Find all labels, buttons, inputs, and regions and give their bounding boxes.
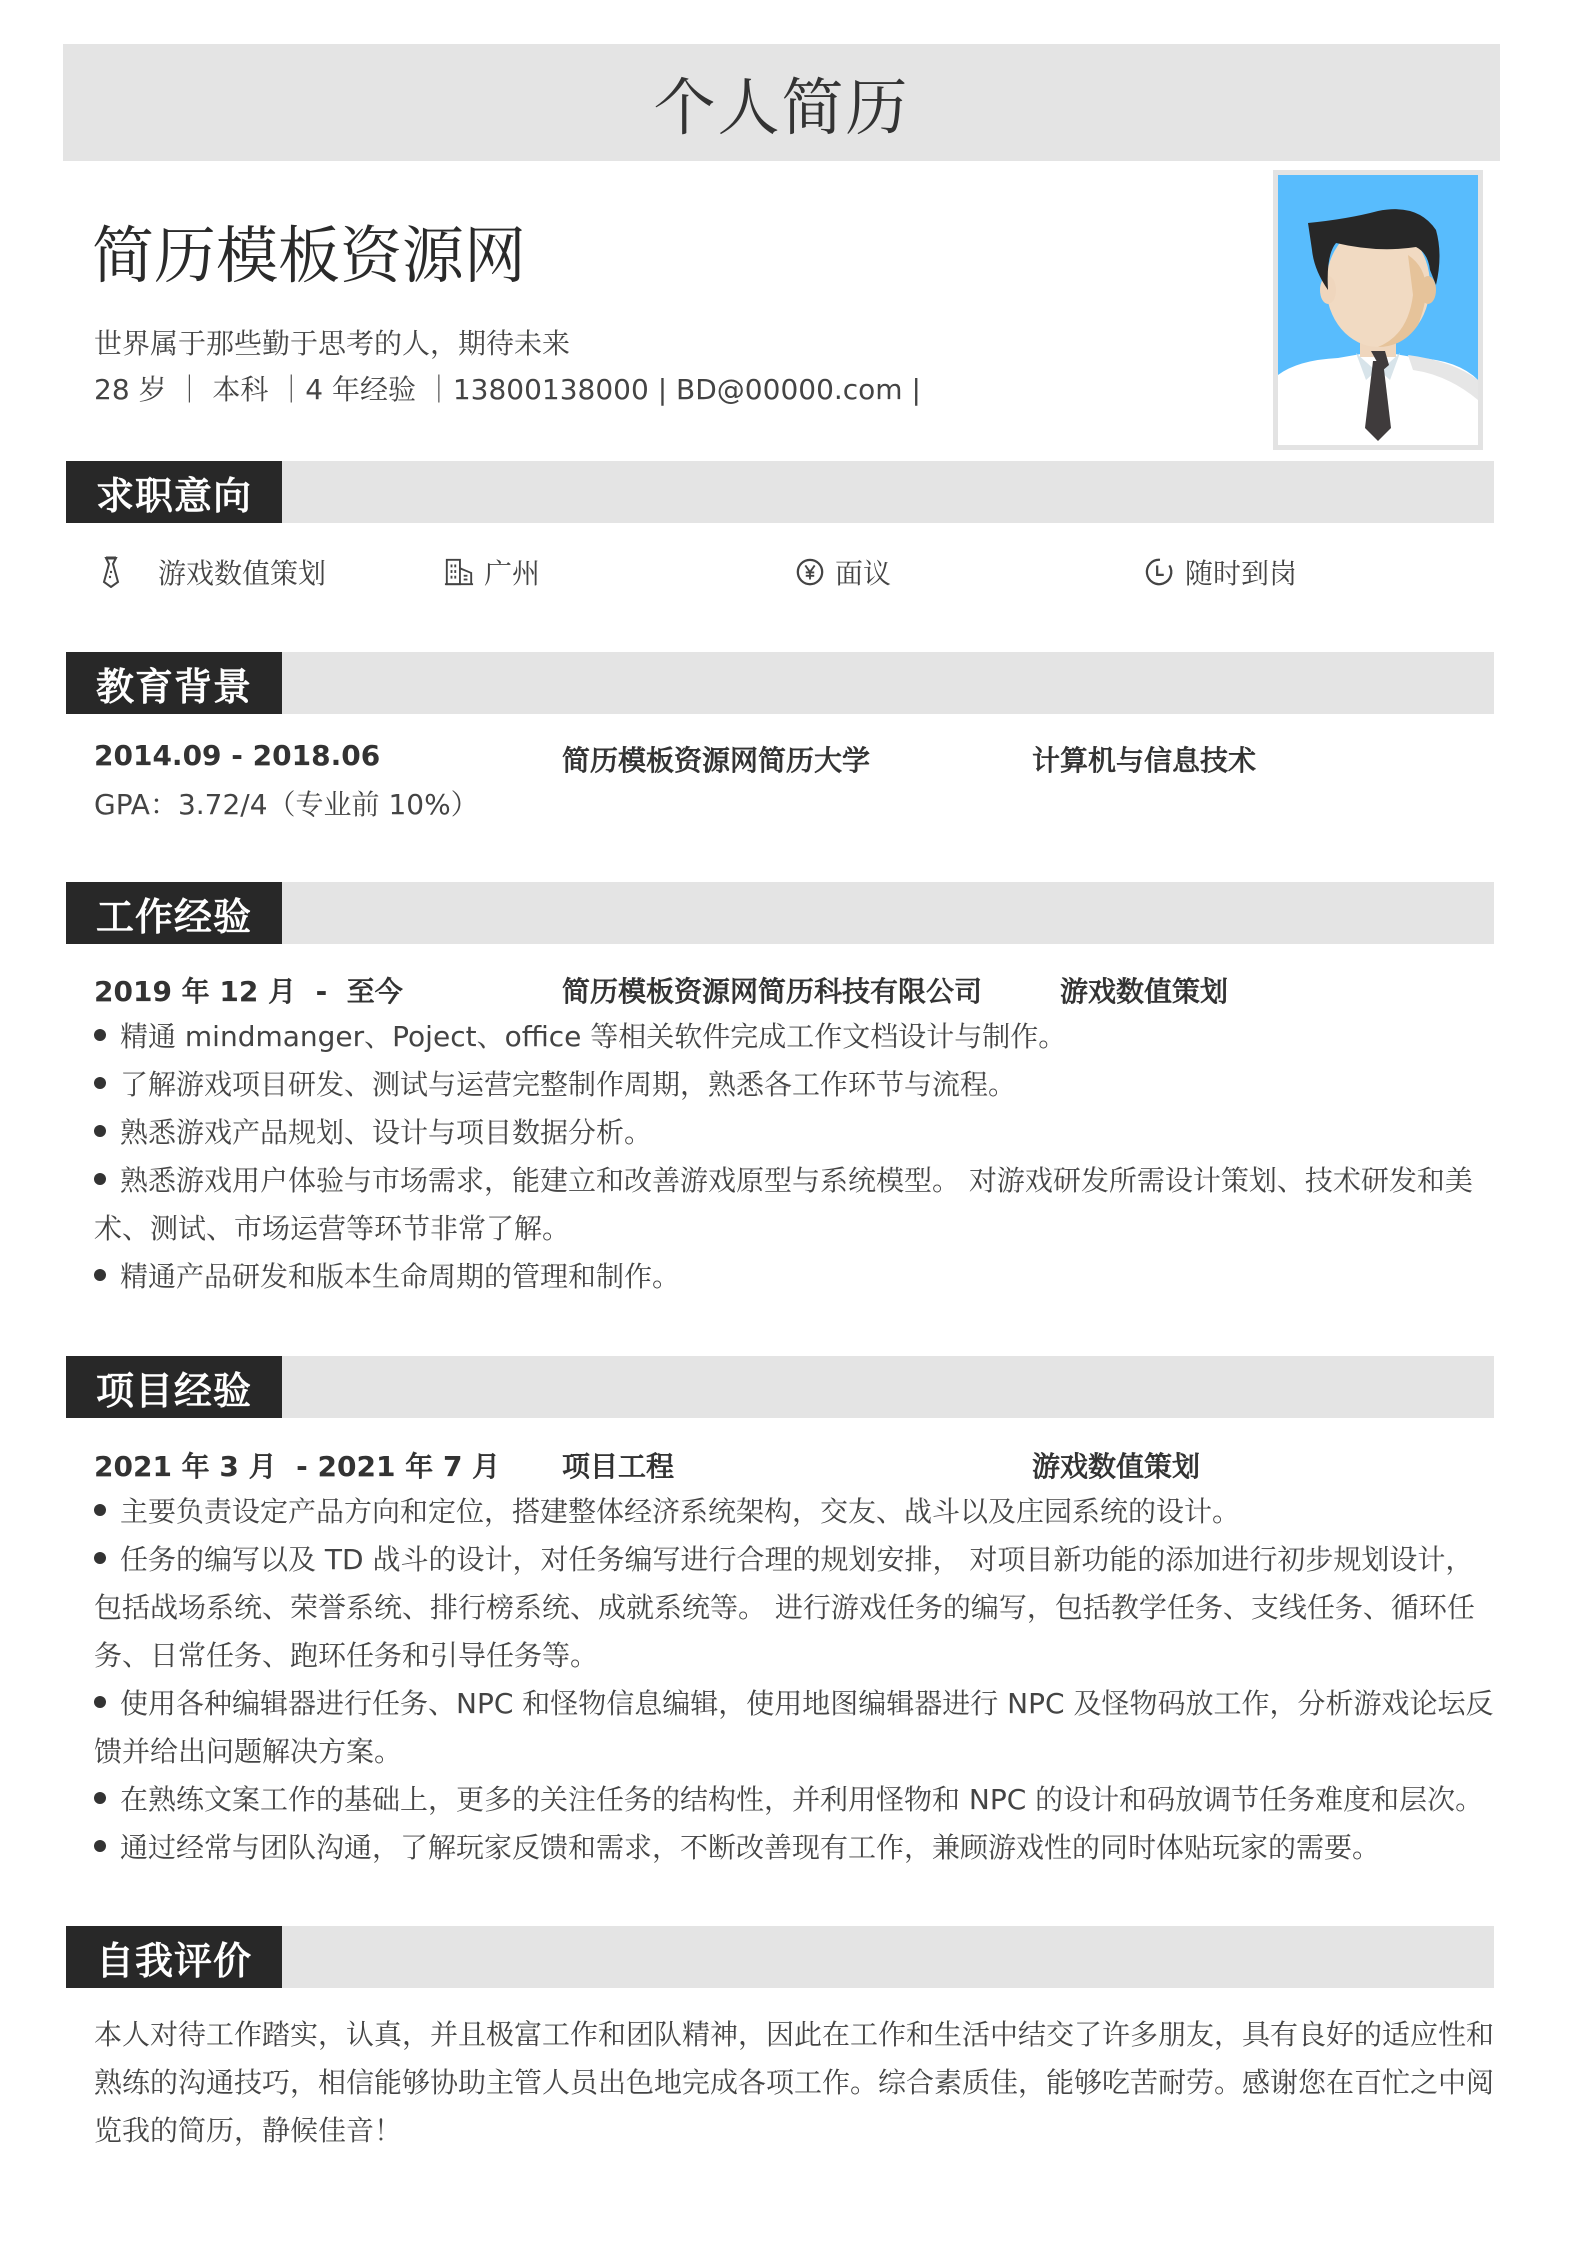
work-company: 简历模板资源网简历科技有限公司 <box>562 975 983 1008</box>
project-bullet: 任务的编写以及 TD 战斗的设计，对任务编写进行合理的规划安排， 对项目新功能的添加进行初步规划设计，包括战场系统、荣誉系统、排行榜系统、成就系统等。 进行游戏任务的编写，包括教学任务、支线任务、循环任务、日常任务、跑环任务和引导任务等。 <box>94 1543 1475 1672</box>
education-school: 简历模板资源网简历大学 <box>562 744 871 777</box>
intent-city-label: 广州 <box>484 557 541 590</box>
bullet-icon <box>94 1504 106 1516</box>
self-evaluation-text: 本人对待工作踏实，认真，并且极富工作和团队精神，因此在工作和生活中结交了许多朋友，具有良好的适应性和熟练的沟通技巧，相信能够协助主管人员出色地完成各项工作。综合素质佳，能够吃苦耐劳。感谢您在百忙之中阅览我的简历，静候佳音！ <box>94 2018 1495 2147</box>
avatar-illustration-icon <box>1278 175 1478 445</box>
education-gpa: GPA：3.72/4（专业前 10%） <box>94 788 479 821</box>
section-header-intent <box>66 461 1494 523</box>
work-period: 2019 年 12 月 - 至今 <box>94 975 403 1008</box>
tie-icon <box>96 555 126 589</box>
education-period: 2014.09 - 2018.06 <box>94 739 381 772</box>
section-title-intent: 求职意向 <box>66 461 282 523</box>
education-major: 计算机与信息技术 <box>1032 744 1257 777</box>
clock-icon <box>1145 555 1175 589</box>
yen-icon <box>795 555 825 589</box>
section-title-project: 项目经验 <box>66 1356 282 1418</box>
section-title-education: 教育背景 <box>66 652 282 714</box>
bullet-icon <box>94 1269 106 1281</box>
project-bullet: 在熟练文案工作的基础上，更多的关注任务的结构性，并利用怪物和 NPC 的设计和码放调节任务难度和层次。 <box>94 1776 1494 1824</box>
avatar-photo <box>1273 170 1483 450</box>
profile-name: 简历模板资源网 <box>92 219 527 292</box>
section-header-education <box>66 652 1494 714</box>
work-bullet: 熟悉游戏产品规划、设计与项目数据分析。 <box>94 1109 1494 1157</box>
section-title-work: 工作经验 <box>66 882 282 944</box>
intent-item-city <box>444 552 540 592</box>
document-title: 个人简历 <box>653 71 910 144</box>
bullet-icon <box>94 1792 106 1804</box>
intent-item-position <box>96 552 326 592</box>
work-bullet: 了解游戏项目研发、测试与运营完整制作周期，熟悉各工作环节与流程。 <box>94 1061 1494 1109</box>
bullet-icon <box>94 1125 106 1137</box>
project-period: 2021 年 3 月 - 2021 年 7 月 <box>94 1450 501 1483</box>
work-position: 游戏数值策划 <box>1060 975 1229 1008</box>
project-bullet: 主要负责设定产品方向和定位，搭建整体经济系统架构，交友、战斗以及庄园系统的设计。 <box>94 1488 1494 1536</box>
building-icon <box>444 555 474 589</box>
bullet-icon <box>94 1029 106 1041</box>
bullet-icon <box>94 1696 106 1708</box>
section-title-self: 自我评价 <box>66 1926 282 1988</box>
bullet-icon <box>94 1840 106 1852</box>
project-bullet: 使用各种编辑器进行任务、NPC 和怪物信息编辑，使用地图编辑器进行 NPC 及怪物码放工作，分析游戏论坛反馈并给出问题解决方案。 <box>94 1687 1494 1768</box>
work-bullet: 精通产品研发和版本生命周期的管理和制作。 <box>94 1253 1494 1301</box>
document-title-band <box>63 44 1500 161</box>
intent-salary-label: 面议 <box>835 557 892 590</box>
profile-info-line: 28 岁 ｜ 本科 ｜4 年经验 ｜13800138000 | BD@00000.com | <box>94 373 921 406</box>
bullet-icon <box>94 1173 106 1185</box>
work-bullet: 熟悉游戏用户体验与市场需求，能建立和改善游戏原型与系统模型。 对游戏研发所需设计策划、技术研发和美术、测试、市场运营等环节非常了解。 <box>94 1164 1473 1245</box>
section-header-work <box>66 882 1494 944</box>
intent-item-availability <box>1145 552 1297 592</box>
section-header-self <box>66 1926 1494 1988</box>
intent-position-label: 游戏数值策划 <box>158 557 327 590</box>
work-bullet: 精通 mindmanger、Poject、office 等相关软件完成工作文档设计与制作。 <box>94 1013 1494 1061</box>
project-bullet: 通过经常与团队沟通，了解玩家反馈和需求，不断改善现有工作，兼顾游戏性的同时体贴玩家的需要。 <box>94 1824 1494 1872</box>
bullet-icon <box>94 1077 106 1089</box>
profile-motto: 世界属于那些勤于思考的人，期待未来 <box>94 327 571 360</box>
project-role: 游戏数值策划 <box>1032 1450 1201 1483</box>
intent-availability-label: 随时到岗 <box>1185 557 1298 590</box>
intent-item-salary <box>795 552 891 592</box>
section-header-project <box>66 1356 1494 1418</box>
project-name: 项目工程 <box>562 1450 675 1483</box>
bullet-icon <box>94 1552 106 1564</box>
